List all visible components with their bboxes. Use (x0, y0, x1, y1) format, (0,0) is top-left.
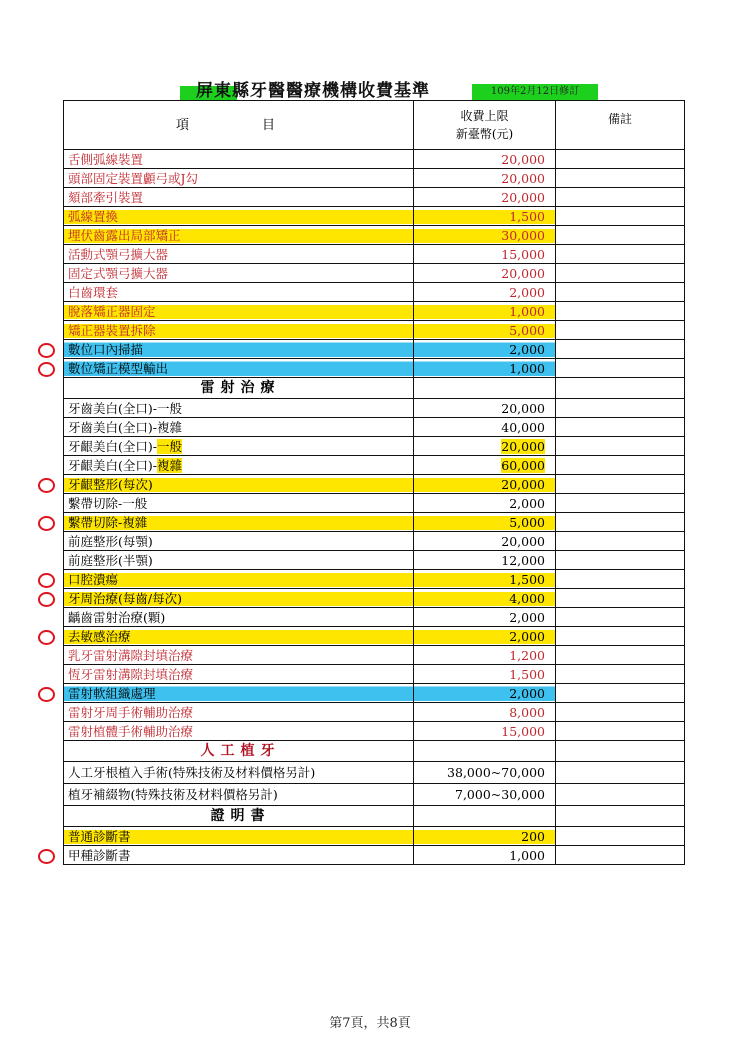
note-cell (556, 627, 685, 646)
table-row (30, 169, 685, 188)
price-text: 2,000 (509, 609, 545, 625)
item-text: 人工牙根植入手術(特殊技術及材料價格另計) (68, 765, 316, 780)
item-text: 脫落矯正器固定 (68, 303, 156, 319)
price-text: 40,000 (501, 419, 545, 435)
price-text: 15,000 (501, 246, 545, 262)
item-text: 齲齒雷射治療(顆) (68, 609, 166, 625)
item-cell (64, 532, 414, 551)
note-cell (556, 437, 685, 456)
price-text: 2,000 (509, 685, 545, 701)
item-text: 矯正器裝置拆除 (68, 322, 156, 338)
note-cell (556, 150, 685, 169)
price-text: 1,500 (509, 571, 545, 587)
table-row (30, 551, 685, 570)
table-row (30, 703, 685, 722)
price-cell (414, 703, 556, 722)
item-cell (64, 475, 414, 494)
item-text-highlight: 一般 (156, 438, 182, 454)
item-text: 乳牙雷射溝隙封填治療 (68, 647, 194, 663)
item-text: 去敏感治療 (68, 628, 131, 644)
section-row (30, 741, 685, 762)
price-text: 15,000 (501, 723, 545, 739)
table-row (30, 302, 685, 321)
note-cell (556, 762, 685, 784)
note-cell (556, 418, 685, 437)
price-cell (414, 169, 556, 188)
price-cell (414, 418, 556, 437)
item-cell (64, 646, 414, 665)
item-cell (64, 207, 414, 226)
table-row (30, 513, 685, 532)
page-number: 第7頁，共8頁 (329, 1016, 411, 1031)
circle-mark-icon (38, 849, 55, 864)
item-cell (64, 494, 414, 513)
note-cell (556, 207, 685, 226)
table-row (30, 827, 685, 846)
item-cell (64, 456, 414, 475)
item-cell (64, 437, 414, 456)
section-title: 人工植牙 (64, 741, 414, 762)
price-cell (414, 646, 556, 665)
section-row (30, 378, 685, 399)
price-text: 20,000 (501, 170, 545, 186)
price-text: 1,000 (509, 303, 545, 319)
item-text: 雷射植體手術輔助治療 (68, 723, 194, 739)
item-text: 頦部牽引裝置 (68, 189, 144, 205)
price-cell (414, 399, 556, 418)
item-cell (64, 608, 414, 627)
item-cell (64, 169, 414, 188)
note-cell (556, 169, 685, 188)
table-row (30, 570, 685, 589)
price-cell (414, 226, 556, 245)
note-cell (556, 302, 685, 321)
item-text: 甲種診斷書 (68, 847, 131, 863)
price-text: 60,000 (501, 457, 545, 473)
price-cell (414, 283, 556, 302)
price-cell (414, 494, 556, 513)
price-text: 20,000 (501, 151, 545, 167)
header-price-line1: 收費上限 (460, 109, 509, 123)
table-row (30, 283, 685, 302)
header-item: 項 目 (64, 101, 414, 150)
price-text: 20,000 (501, 476, 545, 492)
item-text: 繫帶切除-複雜 (68, 514, 148, 530)
item-text: 前庭整形(半顎) (68, 552, 153, 568)
note-cell (556, 359, 685, 378)
price-text: 20,000 (501, 265, 545, 281)
table-row (30, 627, 685, 646)
table-row (30, 437, 685, 456)
circle-mark-icon (38, 592, 55, 607)
price-cell (414, 264, 556, 283)
section-row (30, 806, 685, 827)
page-title: 屏東縣牙醫醫療機構收費基準 (196, 81, 430, 101)
circle-mark-icon (38, 573, 55, 588)
table-row (30, 722, 685, 741)
price-cell (414, 846, 556, 865)
note-cell (556, 665, 685, 684)
item-text: 牙周治療(每齒/每次) (68, 590, 182, 606)
price-text: 1,500 (509, 208, 545, 224)
circle-mark-icon (38, 343, 55, 358)
table-header (30, 101, 685, 150)
price-cell (414, 532, 556, 551)
price-text: 20,000 (501, 400, 545, 416)
item-text: 牙齦整形(每次) (68, 476, 153, 492)
item-text: 牙齦美白(全口)- (68, 438, 157, 454)
note-cell (556, 846, 685, 865)
table-row (30, 321, 685, 340)
circle-mark-icon (38, 687, 55, 702)
price-cell (414, 513, 556, 532)
circle-mark-icon (38, 478, 55, 493)
table-row (30, 494, 685, 513)
price-text: 12,000 (501, 552, 545, 568)
item-text: 弧線置換 (68, 208, 119, 224)
item-text: 頭部固定裝置顱弓或J勾 (68, 170, 199, 186)
price-cell (414, 608, 556, 627)
price-text: 20,000 (501, 438, 545, 454)
item-cell (64, 722, 414, 741)
price-cell (414, 340, 556, 359)
item-text: 口腔潰瘍 (68, 571, 119, 587)
item-text: 植牙補綴物(特殊技術及材料價格另計) (68, 787, 278, 802)
item-cell (64, 784, 414, 806)
price-text: 30,000 (501, 227, 545, 243)
table-row (30, 646, 685, 665)
price-cell (414, 207, 556, 226)
item-text: 雷射軟組織處理 (68, 685, 156, 701)
price-cell (414, 627, 556, 646)
item-cell (64, 627, 414, 646)
price-text: 1,000 (509, 847, 545, 863)
item-cell (64, 226, 414, 245)
price-text: 2,000 (509, 284, 545, 300)
item-cell (64, 150, 414, 169)
item-text: 前庭整形(每顎) (68, 533, 153, 549)
price-text: 200 (521, 828, 545, 844)
price-cell (414, 245, 556, 264)
note-cell (556, 494, 685, 513)
table-row (30, 207, 685, 226)
note-cell (556, 532, 685, 551)
price-cell (414, 827, 556, 846)
item-text: 牙齒美白(全口)-一般 (68, 400, 182, 416)
item-text: 舌側弧線裝置 (68, 151, 144, 167)
price-cell (414, 665, 556, 684)
price-text: 5,000 (509, 514, 545, 530)
item-cell (64, 846, 414, 865)
price-text: 1,000 (509, 360, 545, 376)
price-cell (414, 437, 556, 456)
item-cell (64, 827, 414, 846)
item-cell (64, 283, 414, 302)
table-row (30, 340, 685, 359)
table-row (30, 150, 685, 169)
item-cell (64, 302, 414, 321)
item-cell (64, 570, 414, 589)
note-cell (556, 283, 685, 302)
item-text: 牙齦美白(全口)- (68, 457, 157, 473)
fee-table (30, 100, 685, 865)
price-cell (414, 684, 556, 703)
table-row (30, 456, 685, 475)
price-cell (414, 456, 556, 475)
section-title: 證明書 (64, 806, 414, 827)
table-row (30, 359, 685, 378)
price-text: 1,200 (509, 647, 545, 663)
note-cell (556, 608, 685, 627)
section-title: 雷射治療 (64, 378, 414, 399)
note-cell (556, 245, 685, 264)
header-price-line2: 新臺幣(元) (455, 127, 514, 141)
item-text: 白齒環套 (68, 284, 119, 300)
note-cell (556, 722, 685, 741)
header-price (414, 101, 556, 150)
item-text: 牙齒美白(全口)-複雜 (68, 419, 182, 435)
circle-mark-icon (38, 362, 55, 377)
price-cell (414, 784, 556, 806)
table-row (30, 399, 685, 418)
note-cell (556, 340, 685, 359)
price-text: 8,000 (509, 704, 545, 720)
table-row (30, 665, 685, 684)
price-text: 2,000 (509, 628, 545, 644)
note-cell (556, 784, 685, 806)
price-text: 7,000~30,000 (455, 787, 545, 802)
note-cell (556, 264, 685, 283)
note-cell (556, 321, 685, 340)
item-text: 雷射牙周手術輔助治療 (68, 704, 194, 720)
table-row (30, 846, 685, 865)
note-cell (556, 827, 685, 846)
circle-mark-icon (38, 516, 55, 531)
item-cell (64, 589, 414, 608)
table-row (30, 684, 685, 703)
table-row (30, 475, 685, 494)
item-cell (64, 762, 414, 784)
price-cell (414, 722, 556, 741)
price-cell (414, 551, 556, 570)
item-text: 恆牙雷射溝隙封填治療 (68, 666, 194, 682)
price-text: 4,000 (509, 590, 545, 606)
price-cell (414, 321, 556, 340)
price-cell (414, 762, 556, 784)
header-note: 備註 (556, 101, 685, 150)
table-row (30, 245, 685, 264)
note-cell (556, 456, 685, 475)
table-row (30, 589, 685, 608)
item-cell (64, 399, 414, 418)
item-text: 活動式顎弓擴大器 (68, 246, 169, 262)
table-row (30, 264, 685, 283)
item-cell (64, 513, 414, 532)
note-cell (556, 226, 685, 245)
note-cell (556, 513, 685, 532)
note-cell (556, 589, 685, 608)
note-cell (556, 188, 685, 207)
item-text: 數位口內掃描 (68, 341, 144, 357)
table-row (30, 226, 685, 245)
item-cell (64, 703, 414, 722)
note-cell (556, 646, 685, 665)
item-cell (64, 188, 414, 207)
price-text: 2,000 (509, 495, 545, 511)
note-cell (556, 475, 685, 494)
item-text: 固定式顎弓擴大器 (68, 265, 169, 281)
item-cell (64, 340, 414, 359)
item-text-highlight: 複雜 (156, 457, 182, 473)
item-text: 普通診斷書 (68, 828, 131, 844)
price-text: 20,000 (501, 533, 545, 549)
note-cell (556, 551, 685, 570)
note-cell (556, 399, 685, 418)
table-row (30, 762, 685, 784)
item-text: 數位矯正模型輸出 (68, 360, 169, 376)
price-cell (414, 150, 556, 169)
item-cell (64, 418, 414, 437)
table-row (30, 532, 685, 551)
price-cell (414, 475, 556, 494)
price-text: 2,000 (509, 341, 545, 357)
note-cell (556, 570, 685, 589)
price-cell (414, 570, 556, 589)
item-cell (64, 665, 414, 684)
note-cell (556, 684, 685, 703)
price-text: 38,000~70,000 (447, 765, 545, 780)
item-cell (64, 359, 414, 378)
item-cell (64, 245, 414, 264)
price-text: 20,000 (501, 189, 545, 205)
table-row (30, 418, 685, 437)
item-cell (64, 684, 414, 703)
price-text: 1,500 (509, 666, 545, 682)
table-row (30, 784, 685, 806)
item-cell (64, 264, 414, 283)
price-cell (414, 589, 556, 608)
item-text: 繫帶切除-一般 (68, 495, 148, 511)
price-cell (414, 359, 556, 378)
item-text: 埋伏齒露出局部矯正 (68, 227, 181, 243)
table-row (30, 608, 685, 627)
revision-date: 109年2月12日修訂 (472, 84, 598, 100)
price-text: 5,000 (509, 322, 545, 338)
table-row (30, 188, 685, 207)
item-cell (64, 551, 414, 570)
note-cell (556, 703, 685, 722)
circle-mark-icon (38, 630, 55, 645)
price-cell (414, 188, 556, 207)
price-cell (414, 302, 556, 321)
item-cell (64, 321, 414, 340)
